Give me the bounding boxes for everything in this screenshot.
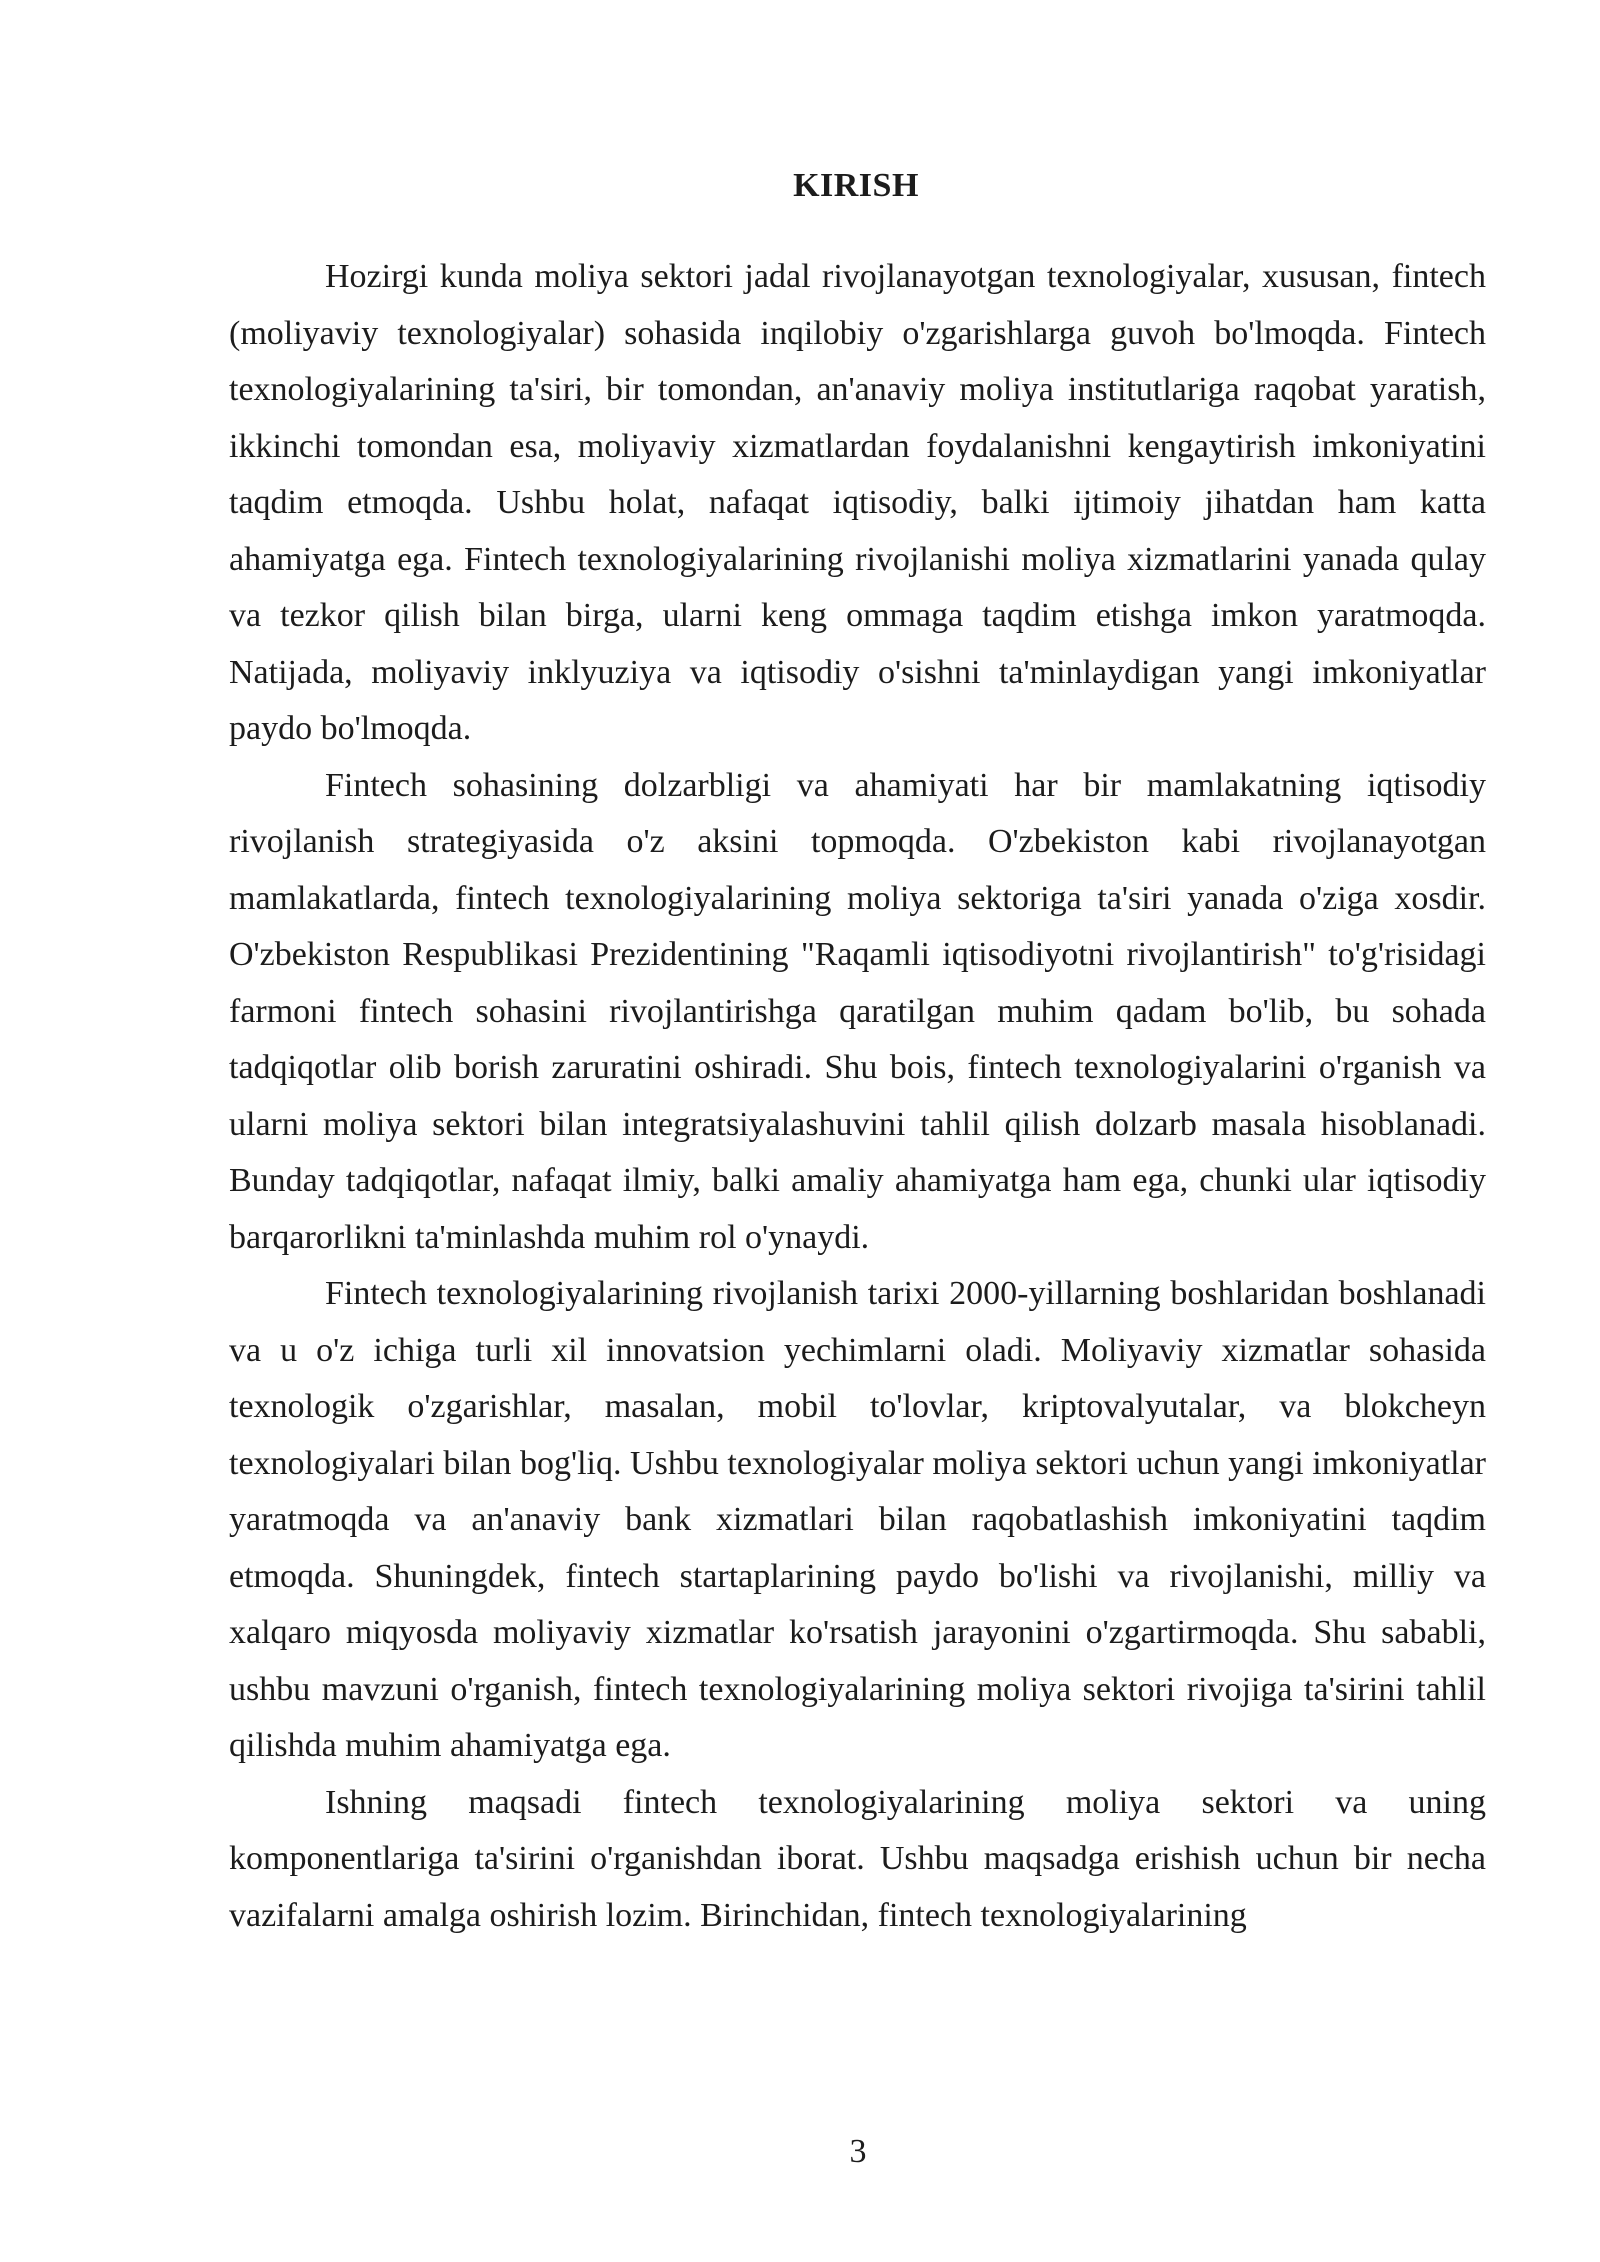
body-text [229, 249, 1486, 1944]
page-number: 3 [849, 2133, 867, 2170]
paragraph-2: Fintech sohasining dolzarbligi va ahamiyati har bir mamlakatning iqtisodiy rivojlanish strategiyasida o'z aksini topmoqda. O'zbekiston kabi rivojlanayotgan mamlakatlarda, fintech texnologiyalarining moliya sektoriga ta'siri yanada o'ziga xosdir. O'zbekiston Respublikasi Prezidentining "Raqamli iqtisodiyotni rivojlantirish" to'g'risidagi farmoni fintech sohasini rivojlantirishga qaratilgan muhim qadam bo'lib, bu sohada tadqiqotlar olib borish zaruratini oshiradi. Shu bois, fintech texnologiyalarini o'rganish va ularni moliya sektori bilan integratsiyalashuvini tahlil qilish dolzarb masala hisoblanadi. Bunday tadqiqotlar, nafaqat ilmiy, balki amaliy ahamiyatga ham ega, chunki ular iqtisodiy barqarorlikni ta'minlashda muhim rol o'ynaydi. [229, 766, 1486, 1256]
section-heading: KIRISH [793, 167, 919, 204]
paragraph-1: Hozirgi kunda moliya sektori jadal rivojlanayotgan texnologiyalar, xususan, fintech (moliyaviy texnologiyalar) sohasida inqilobiy o'zgarishlarga guvoh bo'lmoqda. Fintech texnologiyalarining ta'siri, bir tomondan, an'anaviy moliya institutlariga raqobat yaratish, ikkinchi tomondan esa, moliyaviy xizmatlardan foydalanishni kengaytirish imkoniyatini taqdim etmoqda. Ushbu holat, nafaqat iqtisodiy, balki ijtimoiy jihatdan ham katta ahamiyatga ega. Fintech texnologiyalarining rivojlanishi moliya xizmatlarini yanada qulay va tezkor qilish bilan birga, ularni keng ommaga taqdim etishga imkon yaratmoqda. Natijada, moliyaviy inklyuziya va iqtisodiy o'sishni ta'minlaydigan yangi imkoniyatlar paydo bo'lmoqda. [229, 258, 1486, 747]
paragraph-3: Fintech texnologiyalarining rivojlanish tarixi 2000-yillarning boshlaridan boshlanadi va u o'z ichiga turli xil innovatsion yechimlarni oladi. Moliyaviy xizmatlar sohasida texnologik o'zgarishlar, masalan, mobil to'lovlar, kriptovalyutalar, va blokcheyn texnologiyalari bilan bog'liq. Ushbu texnologiyalar moliya sektori uchun yangi imkoniyatlar yaratmoqda va an'anaviy bank xizmatlari bilan raqobatlashish imkoniyatini taqdim etmoqda. Shuningdek, fintech startaplarining paydo bo'lishi va rivojlanishi, milliy va xalqaro miqyosda moliyaviy xizmatlar ko'rsatish jarayonini o'zgartirmoqda. Shu sababli, ushbu mavzuni o'rganish, fintech texnologiyalarining moliya sektori rivojiga ta'sirini tahlil qilishda muhim ahamiyatga ega. [229, 1275, 1486, 1764]
paragraph-4: Ishning maqsadi fintech texnologiyalarining moliya sektori va uning komponentlariga ta'sirini o'rganishdan iborat. Ushbu maqsadga erishish uchun bir necha vazifalarni amalga oshirish lozim. Birinchidan, fintech texnologiyalarining [229, 1783, 1486, 1934]
